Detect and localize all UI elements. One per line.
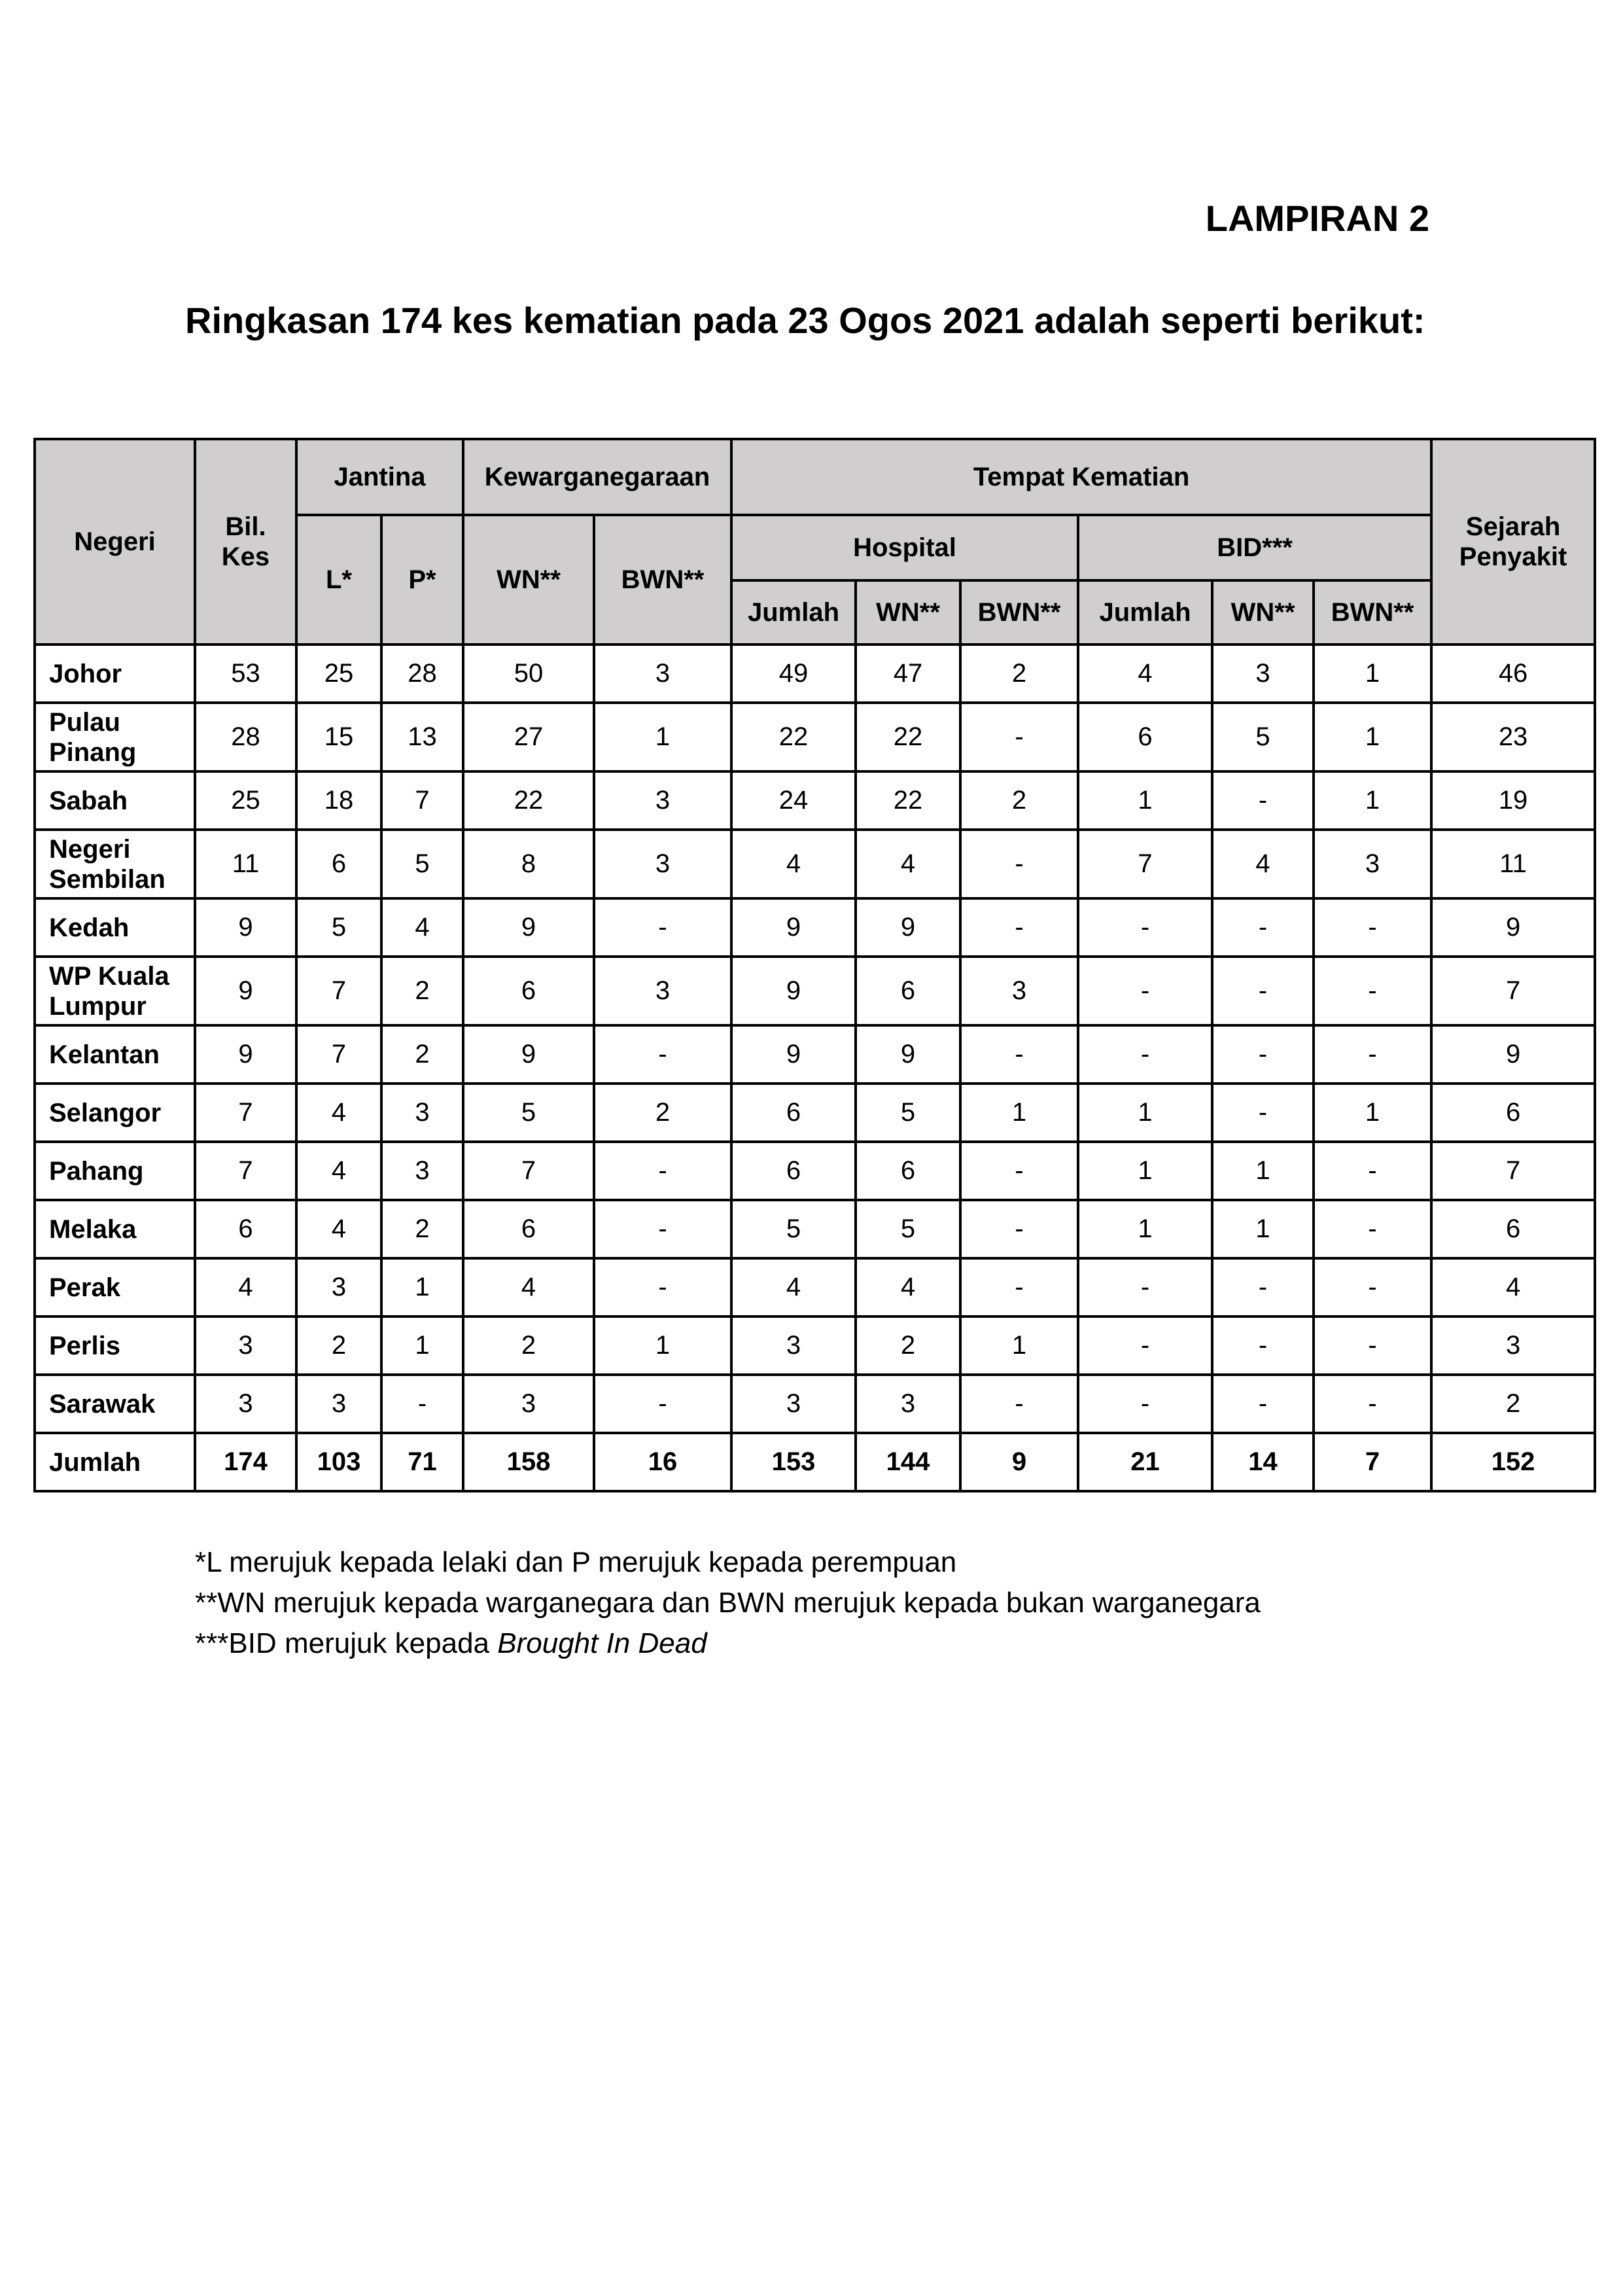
cell-b-bwn: - (1314, 957, 1431, 1025)
cell-b-jumlah: - (1078, 1258, 1212, 1316)
header-bid-jumlah: Jumlah (1078, 580, 1212, 645)
cell-wn: 50 (463, 645, 594, 703)
cell-sejarah: 46 (1431, 645, 1595, 703)
state-name-cell: Sabah (35, 771, 195, 830)
header-wn: WN** (463, 515, 594, 645)
state-name-cell: Sarawak (35, 1375, 195, 1433)
cell-bwn: 2 (594, 1084, 731, 1142)
cell-h-wn: 5 (856, 1200, 960, 1258)
table-body (35, 645, 1595, 1491)
cell-h-jumlah: 9 (731, 957, 856, 1025)
cell-sejarah: 152 (1431, 1433, 1595, 1491)
cell-b-wn: 14 (1212, 1433, 1314, 1491)
cell-p: 5 (381, 830, 463, 898)
cell-p: 71 (381, 1433, 463, 1491)
cell-p: - (381, 1375, 463, 1433)
appendix-heading: LAMPIRAN 2 (1205, 198, 1429, 239)
cell-p: 4 (381, 898, 463, 957)
cell-bil: 7 (195, 1142, 296, 1200)
cell-l: 6 (296, 830, 381, 898)
state-name-cell: Kedah (35, 898, 195, 957)
intro-paragraph: Ringkasan 174 kes kematian pada 23 Ogos 2021 adalah seperti berikut: (185, 300, 1425, 341)
cell-h-bwn: - (960, 1375, 1078, 1433)
cell-l: 3 (296, 1375, 381, 1433)
state-name-cell: Pulau Pinang (35, 703, 195, 771)
cell-b-jumlah: 1 (1078, 771, 1212, 830)
footnote-jantina: *L merujuk kepada lelaki dan P merujuk kepada perempuan (195, 1546, 957, 1578)
state-name-cell: Perlis (35, 1316, 195, 1375)
cell-h-wn: 47 (856, 645, 960, 703)
cell-h-wn: 6 (856, 1142, 960, 1200)
cell-h-jumlah: 153 (731, 1433, 856, 1491)
cell-sejarah: 4 (1431, 1258, 1595, 1316)
cell-bwn: 1 (594, 1316, 731, 1375)
cell-bil: 9 (195, 1025, 296, 1084)
cell-b-bwn: - (1314, 1200, 1431, 1258)
cell-wn: 8 (463, 830, 594, 898)
cell-b-jumlah: 1 (1078, 1200, 1212, 1258)
table-row (35, 1258, 1595, 1316)
cell-b-wn: - (1212, 898, 1314, 957)
cell-b-bwn: 1 (1314, 1084, 1431, 1142)
state-name-cell: Negeri Sembilan (35, 830, 195, 898)
cell-b-jumlah: - (1078, 1375, 1212, 1433)
cell-h-jumlah: 9 (731, 1025, 856, 1084)
cell-l: 25 (296, 645, 381, 703)
cell-p: 1 (381, 1316, 463, 1375)
cell-l: 18 (296, 771, 381, 830)
cell-bil: 11 (195, 830, 296, 898)
cell-sejarah: 6 (1431, 1084, 1595, 1142)
cell-wn: 9 (463, 1025, 594, 1084)
cell-bwn: - (594, 898, 731, 957)
cell-h-bwn: - (960, 1142, 1078, 1200)
cell-bwn: - (594, 1142, 731, 1200)
footnotes (195, 1542, 1438, 1664)
state-name-cell: Perak (35, 1258, 195, 1316)
cell-wn: 5 (463, 1084, 594, 1142)
header-tempat-kematian: Tempat Kematian (731, 439, 1431, 515)
header-hospital-jumlah: Jumlah (731, 580, 856, 645)
cell-h-jumlah: 24 (731, 771, 856, 830)
header-bid-bwn: BWN** (1314, 580, 1431, 645)
cell-p: 3 (381, 1142, 463, 1200)
cell-l: 7 (296, 957, 381, 1025)
cell-h-jumlah: 5 (731, 1200, 856, 1258)
cell-wn: 22 (463, 771, 594, 830)
state-name-cell: WP Kuala Lumpur (35, 957, 195, 1025)
table-row (35, 645, 1595, 703)
cell-h-wn: 9 (856, 898, 960, 957)
cell-h-wn: 3 (856, 1375, 960, 1433)
cell-h-bwn: - (960, 1025, 1078, 1084)
header-l: L* (296, 515, 381, 645)
cell-p: 28 (381, 645, 463, 703)
cell-b-jumlah: - (1078, 1316, 1212, 1375)
table-row (35, 771, 1595, 830)
cell-h-jumlah: 6 (731, 1084, 856, 1142)
cell-b-wn: - (1212, 1375, 1314, 1433)
cell-b-bwn: - (1314, 1025, 1431, 1084)
cell-p: 2 (381, 1200, 463, 1258)
cell-bwn: - (594, 1258, 731, 1316)
cell-sejarah: 19 (1431, 771, 1595, 830)
state-name-cell: Johor (35, 645, 195, 703)
cell-h-jumlah: 22 (731, 703, 856, 771)
table-row (35, 703, 1595, 771)
cell-l: 4 (296, 1084, 381, 1142)
cell-sejarah: 9 (1431, 1025, 1595, 1084)
header-hospital-wn: WN** (856, 580, 960, 645)
footnote-bid-italic: Brought In Dead (497, 1627, 707, 1659)
cell-bwn: 3 (594, 830, 731, 898)
cell-l: 2 (296, 1316, 381, 1375)
cell-p: 3 (381, 1084, 463, 1142)
cell-b-wn: - (1212, 771, 1314, 830)
cell-l: 5 (296, 898, 381, 957)
cell-bil: 28 (195, 703, 296, 771)
cell-h-bwn: - (960, 1200, 1078, 1258)
cell-h-jumlah: 3 (731, 1316, 856, 1375)
cell-b-wn: - (1212, 1084, 1314, 1142)
cell-h-bwn: - (960, 703, 1078, 771)
cell-sejarah: 11 (1431, 830, 1595, 898)
cell-bwn: 3 (594, 771, 731, 830)
cell-l: 103 (296, 1433, 381, 1491)
cell-bwn: 3 (594, 957, 731, 1025)
cell-bwn: - (594, 1200, 731, 1258)
cell-h-bwn: - (960, 898, 1078, 957)
cell-b-jumlah: - (1078, 1025, 1212, 1084)
header-hospital-bwn: BWN** (960, 580, 1078, 645)
cell-wn: 158 (463, 1433, 594, 1491)
cell-b-bwn: 1 (1314, 703, 1431, 771)
cell-bil: 25 (195, 771, 296, 830)
footnote-bid-text: ***BID merujuk kepada (195, 1627, 498, 1659)
cell-l: 15 (296, 703, 381, 771)
cell-wn: 27 (463, 703, 594, 771)
cell-b-jumlah: 1 (1078, 1142, 1212, 1200)
cell-b-bwn: 3 (1314, 830, 1431, 898)
table-row (35, 1084, 1595, 1142)
cell-sejarah: 3 (1431, 1316, 1595, 1375)
cell-bil: 9 (195, 957, 296, 1025)
cell-wn: 6 (463, 957, 594, 1025)
table-row (35, 830, 1595, 898)
cell-p: 1 (381, 1258, 463, 1316)
header-sejarah-penyakit: Sejarah Penyakit (1431, 439, 1595, 645)
header-kewarganegaraan: Kewarganegaraan (463, 439, 731, 515)
cell-p: 13 (381, 703, 463, 771)
cell-h-bwn: - (960, 830, 1078, 898)
cell-h-wn: 9 (856, 1025, 960, 1084)
cell-h-bwn: 1 (960, 1316, 1078, 1375)
cell-wn: 9 (463, 898, 594, 957)
cell-bwn: 16 (594, 1433, 731, 1491)
cell-sejarah: 7 (1431, 957, 1595, 1025)
cell-bwn: - (594, 1375, 731, 1433)
cell-h-jumlah: 4 (731, 1258, 856, 1316)
cell-wn: 2 (463, 1316, 594, 1375)
cell-h-bwn: 1 (960, 1084, 1078, 1142)
footnote-kewarganegaraan: **WN merujuk kepada warganegara dan BWN merujuk kepada bukan warganegara (195, 1587, 1261, 1619)
cell-wn: 6 (463, 1200, 594, 1258)
cell-b-jumlah: 7 (1078, 830, 1212, 898)
cell-sejarah: 23 (1431, 703, 1595, 771)
cell-sejarah: 7 (1431, 1142, 1595, 1200)
cell-h-jumlah: 9 (731, 898, 856, 957)
cell-h-wn: 5 (856, 1084, 960, 1142)
cell-b-jumlah: - (1078, 898, 1212, 957)
cell-bil: 174 (195, 1433, 296, 1491)
cell-p: 2 (381, 957, 463, 1025)
cell-l: 4 (296, 1200, 381, 1258)
header-bid-wn: WN** (1212, 580, 1314, 645)
cell-b-jumlah: 21 (1078, 1433, 1212, 1491)
table-row (35, 957, 1595, 1025)
cell-h-bwn: 2 (960, 771, 1078, 830)
header-jantina: Jantina (296, 439, 463, 515)
total-label: Jumlah (35, 1433, 195, 1491)
cell-h-bwn: 3 (960, 957, 1078, 1025)
deaths-summary-table (33, 438, 1596, 1492)
cell-h-wn: 6 (856, 957, 960, 1025)
table-total-row (35, 1433, 1595, 1491)
cell-bil: 3 (195, 1375, 296, 1433)
cell-b-jumlah: 6 (1078, 703, 1212, 771)
cell-wn: 3 (463, 1375, 594, 1433)
cell-b-wn: 1 (1212, 1142, 1314, 1200)
cell-b-wn: - (1212, 1258, 1314, 1316)
cell-h-jumlah: 6 (731, 1142, 856, 1200)
table-row (35, 1025, 1595, 1084)
table-row (35, 1316, 1595, 1375)
cell-h-wn: 4 (856, 1258, 960, 1316)
table-row (35, 898, 1595, 957)
cell-h-wn: 22 (856, 703, 960, 771)
table-row (35, 1375, 1595, 1433)
cell-b-bwn: - (1314, 1142, 1431, 1200)
cell-h-jumlah: 3 (731, 1375, 856, 1433)
cell-h-wn: 144 (856, 1433, 960, 1491)
cell-b-wn: 4 (1212, 830, 1314, 898)
cell-h-bwn: 2 (960, 645, 1078, 703)
cell-b-bwn: 1 (1314, 771, 1431, 830)
cell-h-wn: 22 (856, 771, 960, 830)
cell-b-wn: - (1212, 957, 1314, 1025)
cell-b-wn: 1 (1212, 1200, 1314, 1258)
footnote-bid (195, 1623, 1438, 1664)
cell-wn: 4 (463, 1258, 594, 1316)
cell-b-jumlah: 4 (1078, 645, 1212, 703)
cell-bil: 53 (195, 645, 296, 703)
cell-b-wn: 5 (1212, 703, 1314, 771)
cell-bil: 6 (195, 1200, 296, 1258)
cell-b-jumlah: - (1078, 957, 1212, 1025)
cell-sejarah: 6 (1431, 1200, 1595, 1258)
header-bid: BID*** (1078, 515, 1431, 580)
cell-bwn: 1 (594, 703, 731, 771)
cell-b-jumlah: 1 (1078, 1084, 1212, 1142)
table-row (35, 1142, 1595, 1200)
cell-b-wn: 3 (1212, 645, 1314, 703)
cell-bil: 3 (195, 1316, 296, 1375)
cell-h-jumlah: 49 (731, 645, 856, 703)
header-negeri: Negeri (35, 439, 195, 645)
cell-b-wn: - (1212, 1025, 1314, 1084)
cell-h-bwn: 9 (960, 1433, 1078, 1491)
state-name-cell: Pahang (35, 1142, 195, 1200)
table-row (35, 1200, 1595, 1258)
cell-b-bwn: - (1314, 1316, 1431, 1375)
header-bwn: BWN** (594, 515, 731, 645)
cell-p: 7 (381, 771, 463, 830)
cell-b-bwn: 1 (1314, 645, 1431, 703)
state-name-cell: Melaka (35, 1200, 195, 1258)
cell-bil: 4 (195, 1258, 296, 1316)
header-p: P* (381, 515, 463, 645)
cell-bil: 7 (195, 1084, 296, 1142)
cell-bwn: - (594, 1025, 731, 1084)
cell-bil: 9 (195, 898, 296, 957)
cell-h-bwn: - (960, 1258, 1078, 1316)
cell-b-bwn: 7 (1314, 1433, 1431, 1491)
cell-l: 7 (296, 1025, 381, 1084)
cell-sejarah: 9 (1431, 898, 1595, 957)
cell-bwn: 3 (594, 645, 731, 703)
cell-sejarah: 2 (1431, 1375, 1595, 1433)
cell-b-bwn: - (1314, 1258, 1431, 1316)
cell-l: 4 (296, 1142, 381, 1200)
cell-h-wn: 2 (856, 1316, 960, 1375)
state-name-cell: Selangor (35, 1084, 195, 1142)
header-hospital: Hospital (731, 515, 1078, 580)
state-name-cell: Kelantan (35, 1025, 195, 1084)
cell-b-bwn: - (1314, 898, 1431, 957)
cell-p: 2 (381, 1025, 463, 1084)
cell-b-wn: - (1212, 1316, 1314, 1375)
cell-h-wn: 4 (856, 830, 960, 898)
cell-h-jumlah: 4 (731, 830, 856, 898)
header-bil-kes: Bil. Kes (195, 439, 296, 645)
cell-b-bwn: - (1314, 1375, 1431, 1433)
cell-l: 3 (296, 1258, 381, 1316)
cell-wn: 7 (463, 1142, 594, 1200)
